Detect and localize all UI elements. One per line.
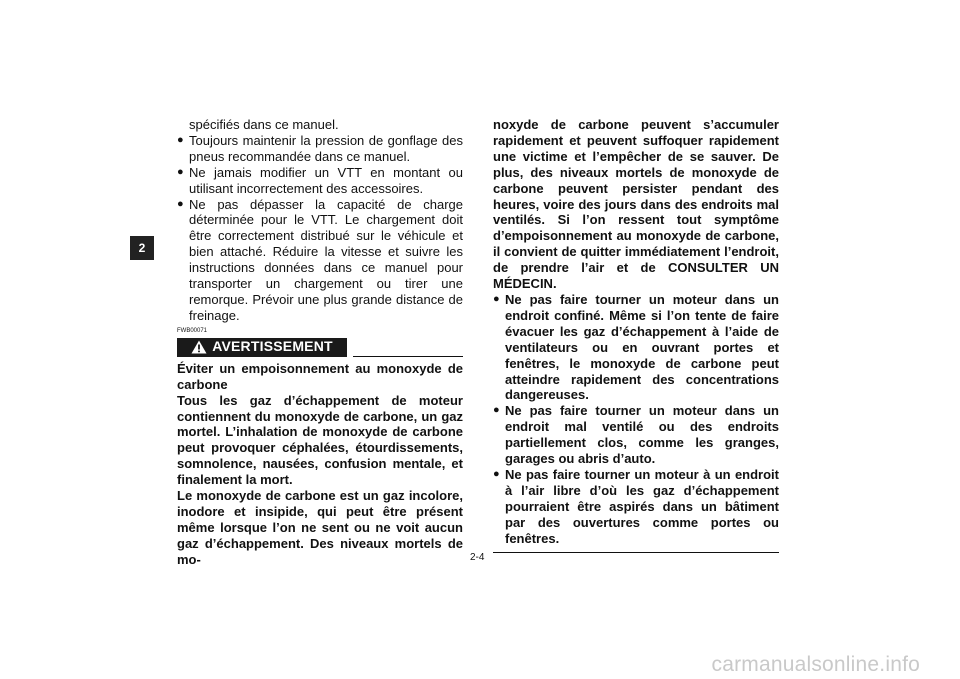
bullet-dot-icon: ● [177, 165, 184, 178]
left-column [177, 117, 463, 568]
warning-bullet-item: ● Ne pas faire tourner un moteur à un endroit à l’air libre d’où les gaz d’échappement pourraient être aspirés dans un bâtiment par des ouvertures comme portes ou fenêtres. [493, 466, 779, 546]
watermark: carmanualsonline.info [711, 653, 920, 676]
warning-triangle-icon [191, 340, 207, 354]
warning-paragraph: Le monoxyde de carbone est un gaz incolore, inodore et insipide, qui peut être présent même lorsque l’on ne sent ou ne voit aucun gaz d’échappement. Des niveaux mortels de mo- [177, 488, 463, 567]
page-number: 2-4 [470, 552, 485, 563]
bullet-dot-icon: ● [177, 133, 184, 146]
bullet-dot-icon: ● [493, 404, 500, 417]
warning-end-rule [493, 552, 779, 553]
warning-bullet-item: ● Ne pas faire tourner un moteur dans un endroit confiné. Même si l’on tente de faire évacuer les gaz d’échappement à l’aide de ventilateurs ou en ouvrant portes et fenêtres, le monoxyde de carbone peut atteindre rapidement des concentrations dangereuses. [493, 291, 779, 403]
warning-banner [177, 338, 347, 357]
bullet-item: ● Ne jamais modifier un VTT en montant ou utilisant incorrectement des accessoires. [177, 164, 463, 196]
warning-rule [353, 355, 463, 357]
warning-bullet-item: ● Ne pas faire tourner un moteur dans un endroit mal ventilé ou des endroits partiellement clos, comme les granges, garages ou abris d’auto. [493, 403, 779, 467]
bullet-item: ● Ne pas dépasser la capacité de charge déterminée pour le VTT. Le chargement doit être correctement distribué sur le véhicule et bien attaché. Réduire la vitesse et suivre les instructions données dans ce manuel pour transporter un chargement ou tirer une remorque. Prévoir une plus grande distance de freinage. [177, 196, 463, 323]
warning-paragraph: Tous les gaz d’échappement de moteur contiennent du monoxyde de carbone, un gaz mortel. L’inhalation de monoxyde de carbone peut provoquer céphalées, étourdissements, somnolence, nausées, confusion mentale, et finalement la mort. [177, 392, 463, 488]
bullet-dot-icon: ● [177, 197, 184, 210]
continued-warning-text: noxyde de carbone peuvent s’accumuler rapidement et peuvent suffoquer rapidement une victime et l’empêcher de se sauver. De plus, des niveaux mortels de monoxyde de carbone peuvent persister pendant des heures, voire des jours dans des endroits mal ventilés. Si l’on ressent tout symptôme d’empoisonnement au monoxyde de carbone, il convient de quitter immédiatement l’endroit, de prendre l’air et de CONSULTER UN MÉDECIN. [493, 117, 779, 292]
warning-label: AVERTISSEMENT [212, 338, 333, 355]
warning-header [177, 337, 463, 357]
warning-title: Éviter un empoisonnement au monoxyde de carbone [177, 360, 463, 392]
right-column [493, 117, 779, 553]
warning-code: FWB00071 [177, 327, 208, 334]
continued-text: spécifiés dans ce manuel. [189, 117, 339, 132]
section-tab: 2 [130, 236, 154, 260]
bullet-item: ● Toujours maintenir la pression de gonflage des pneus recommandée dans ce manuel. [177, 132, 463, 164]
bullet-dot-icon: ● [493, 467, 500, 480]
bullet-dot-icon: ● [493, 292, 500, 305]
